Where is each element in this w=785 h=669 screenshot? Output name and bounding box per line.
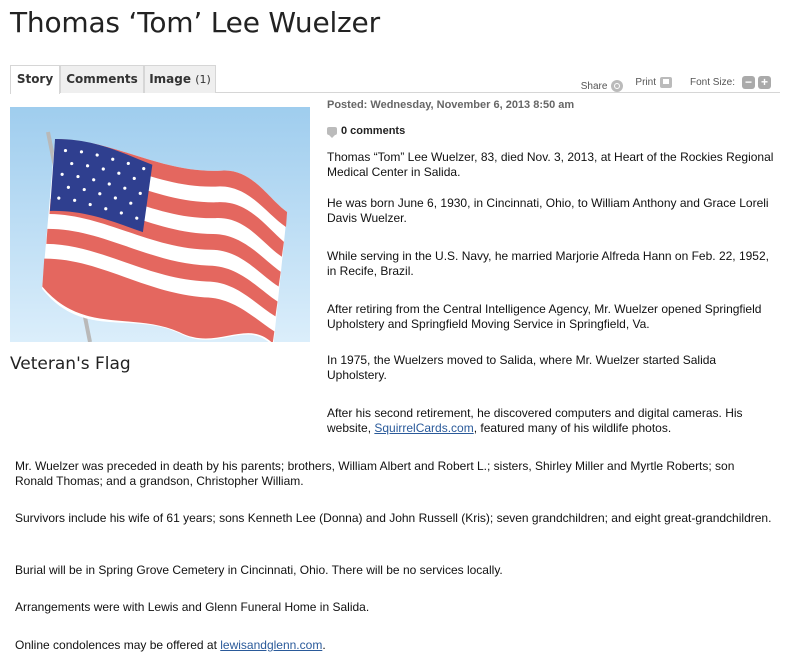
decrease-font-icon[interactable]: − <box>742 76 755 89</box>
body-paragraph-9: Burial will be in Spring Grove Cemetery in Cincinnati, Ohio. There will be no services locally. <box>15 563 503 577</box>
posted-date: Posted: Wednesday, November 6, 2013 8:50 am <box>327 99 575 111</box>
p11-text-before: Online condolences may be offered at <box>15 638 221 652</box>
tab-comments-label: Comments <box>66 72 138 86</box>
body-paragraph-3: While serving in the U.S. Navy, he married Marjorie Alfreda Hann on Feb. 22, 1952, in Recife, Brazil. <box>327 249 769 278</box>
comments-count: 0 comments <box>341 125 406 137</box>
body-paragraph-11 <box>15 638 775 653</box>
body-paragraph-4: After retiring from the Central Intelligence Agency, Mr. Wuelzer opened Springfield Upholstery and Springfield Moving Service in Springfield, Va. <box>327 302 762 331</box>
tab-story[interactable] <box>10 65 60 94</box>
image-caption: Veteran's Flag <box>10 354 131 374</box>
p6-text-after: , featured many of his wildlife photos. <box>473 421 672 435</box>
share-button[interactable] <box>581 80 624 92</box>
tab-image[interactable] <box>144 65 216 93</box>
p11-text-after: . <box>322 638 326 652</box>
body-paragraph-5: In 1975, the Wuelzers moved to Salida, where Mr. Wuelzer started Salida Upholstery. <box>327 353 717 382</box>
share-label: Share <box>580 80 608 92</box>
body-paragraph-8: Survivors include his wife of 61 years; sons Kenneth Lee (Donna) and John Russell (Kris); seven grandchildren; and eight great-grandchildren. <box>15 511 772 525</box>
lewisandglenn-link[interactable]: lewisandglenn.com <box>220 638 323 652</box>
tab-comments[interactable] <box>60 65 144 93</box>
page-title: Thomas ‘Tom’ Lee Wuelzer <box>10 6 380 39</box>
comment-icon <box>327 127 337 135</box>
body-paragraph-7: Mr. Wuelzer was preceded in death by his parents; brothers, William Albert and Robert L.; sisters, Shirley Miller and Myrtle Roberts; son Ronald Thomas; and a grandson, Christopher William. <box>15 459 735 488</box>
tab-image-count: (1) <box>195 73 211 86</box>
p6-text-before: After his second retirement, he discovered computers and digital cameras. His website, <box>327 406 743 435</box>
print-label: Print <box>635 76 656 88</box>
font-size-label: Font Size: <box>689 76 735 88</box>
tab-story-label: Story <box>16 72 54 86</box>
print-button[interactable] <box>635 77 672 88</box>
body-paragraph-6 <box>327 406 777 436</box>
tab-image-label: Image <box>149 72 191 86</box>
comments-link[interactable] <box>327 125 405 137</box>
font-size-control <box>690 76 771 89</box>
share-icon <box>611 80 623 92</box>
body-paragraph-2: He was born June 6, 1930, in Cincinnati, Ohio, to William Anthony and Grace Loreli Davis Wuelzer. <box>327 196 769 225</box>
body-paragraph-10: Arrangements were with Lewis and Glenn Funeral Home in Salida. <box>15 600 370 614</box>
increase-font-icon[interactable]: + <box>758 76 771 89</box>
body-paragraph-1: Thomas “Tom” Lee Wuelzer, 83, died Nov. 3, 2013, at Heart of the Rockies Regional Medical Center in Salida. <box>327 150 774 179</box>
article-tools <box>569 72 771 92</box>
article-photo[interactable] <box>10 107 310 342</box>
squirrelcards-link[interactable]: SquirrelCards.com <box>374 421 474 435</box>
flag-image <box>10 107 310 342</box>
print-icon <box>660 77 672 88</box>
